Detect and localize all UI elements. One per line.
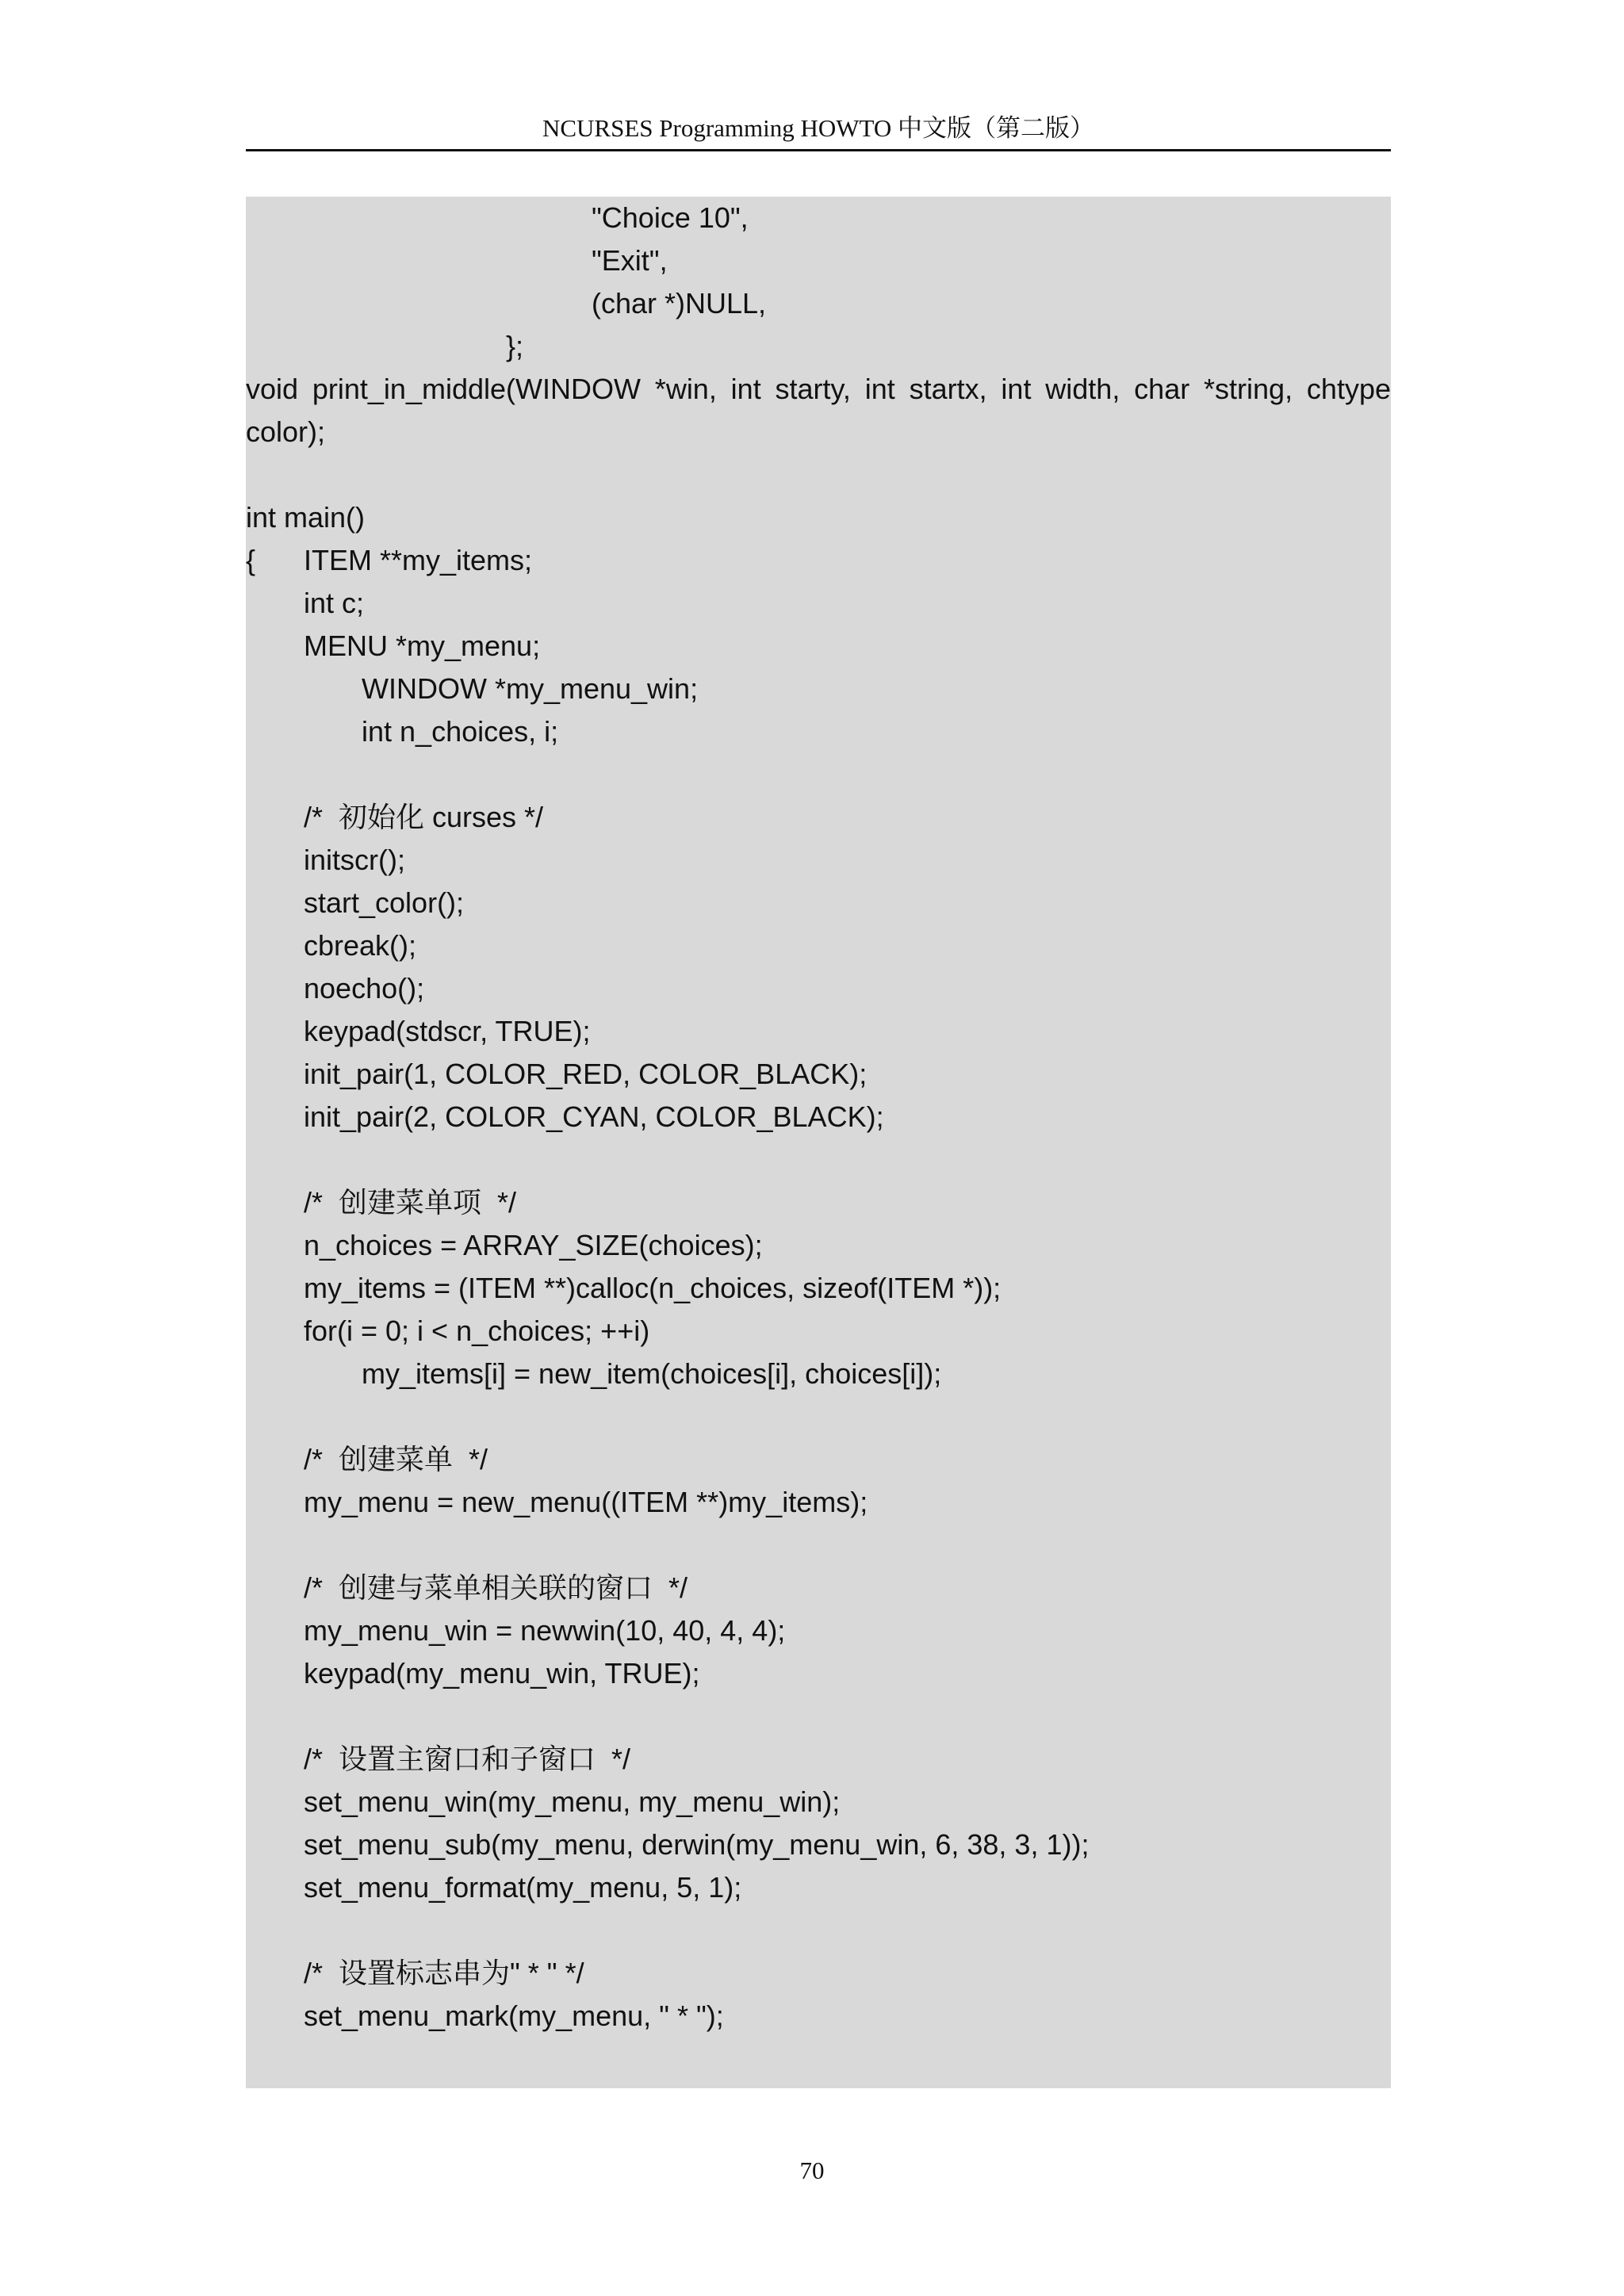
code-line: { <box>246 544 256 576</box>
code-line: cbreak(); <box>304 929 417 962</box>
code-listing <box>246 197 1391 2088</box>
page-header: NCURSES Programming HOWTO 中文版（第二版） <box>542 114 1095 142</box>
code-line: "Exit", <box>592 244 668 277</box>
code-line: /* 设置主窗口和子窗口 */ <box>304 1743 631 1775</box>
code-line: n_choices = ARRAY_SIZE(choices); <box>304 1229 763 1261</box>
code-line: set_menu_format(my_menu, 5, 1); <box>304 1871 742 1904</box>
code-line: "Choice 10", <box>592 201 749 234</box>
code-line: MENU *my_menu; <box>304 629 541 662</box>
code-line: void print_in_middle(WINDOW *win, int starty, int startx, int width, char *string, chtype <box>246 373 1391 405</box>
code-line: set_menu_win(my_menu, my_menu_win); <box>304 1785 841 1818</box>
code-line: my_menu = new_menu((ITEM **)my_items); <box>304 1486 868 1518</box>
code-line: my_items[i] = new_item(choices[i], choices[i]); <box>362 1357 942 1390</box>
code-line: int n_choices, i; <box>362 715 559 748</box>
code-line: WINDOW *my_menu_win; <box>362 672 699 705</box>
code-line: set_menu_sub(my_menu, derwin(my_menu_win, 6, 38, 3, 1)); <box>304 1828 1090 1861</box>
page-number: 70 <box>799 2156 825 2184</box>
code-line: /* 初始化 curses */ <box>304 801 544 833</box>
code-line: for(i = 0; i < n_choices; ++i) <box>304 1314 650 1347</box>
code-line: start_color(); <box>304 886 465 919</box>
code-line: /* 设置标志串为" * " */ <box>304 1957 584 1989</box>
code-line: /* 创建菜单项 */ <box>304 1186 517 1219</box>
code-line: /* 创建菜单 */ <box>304 1443 488 1475</box>
code-line: /* 创建与菜单相关联的窗口 */ <box>304 1571 688 1604</box>
code-line: keypad(stdscr, TRUE); <box>304 1015 591 1047</box>
code-line: keypad(my_menu_win, TRUE); <box>304 1657 700 1689</box>
code-line: set_menu_mark(my_menu, " * "); <box>304 1999 724 2032</box>
code-line: int main() <box>246 501 366 534</box>
code-line: }; <box>506 330 524 362</box>
code-line: my_items = (ITEM **)calloc(n_choices, sizeof(ITEM *)); <box>304 1272 1002 1304</box>
code-line: initscr(); <box>304 844 405 876</box>
code-line: noecho(); <box>304 972 425 1004</box>
code-line: (char *)NULL, <box>592 287 767 320</box>
code-line: my_menu_win = newwin(10, 40, 4, 4); <box>304 1614 786 1647</box>
code-line: ITEM **my_items; <box>304 544 533 576</box>
code-line: color); <box>246 415 326 448</box>
code-line: init_pair(2, COLOR_CYAN, COLOR_BLACK); <box>304 1100 884 1133</box>
code-line: init_pair(1, COLOR_RED, COLOR_BLACK); <box>304 1058 868 1090</box>
code-line: int c; <box>304 587 365 619</box>
header-rule <box>246 149 1391 151</box>
